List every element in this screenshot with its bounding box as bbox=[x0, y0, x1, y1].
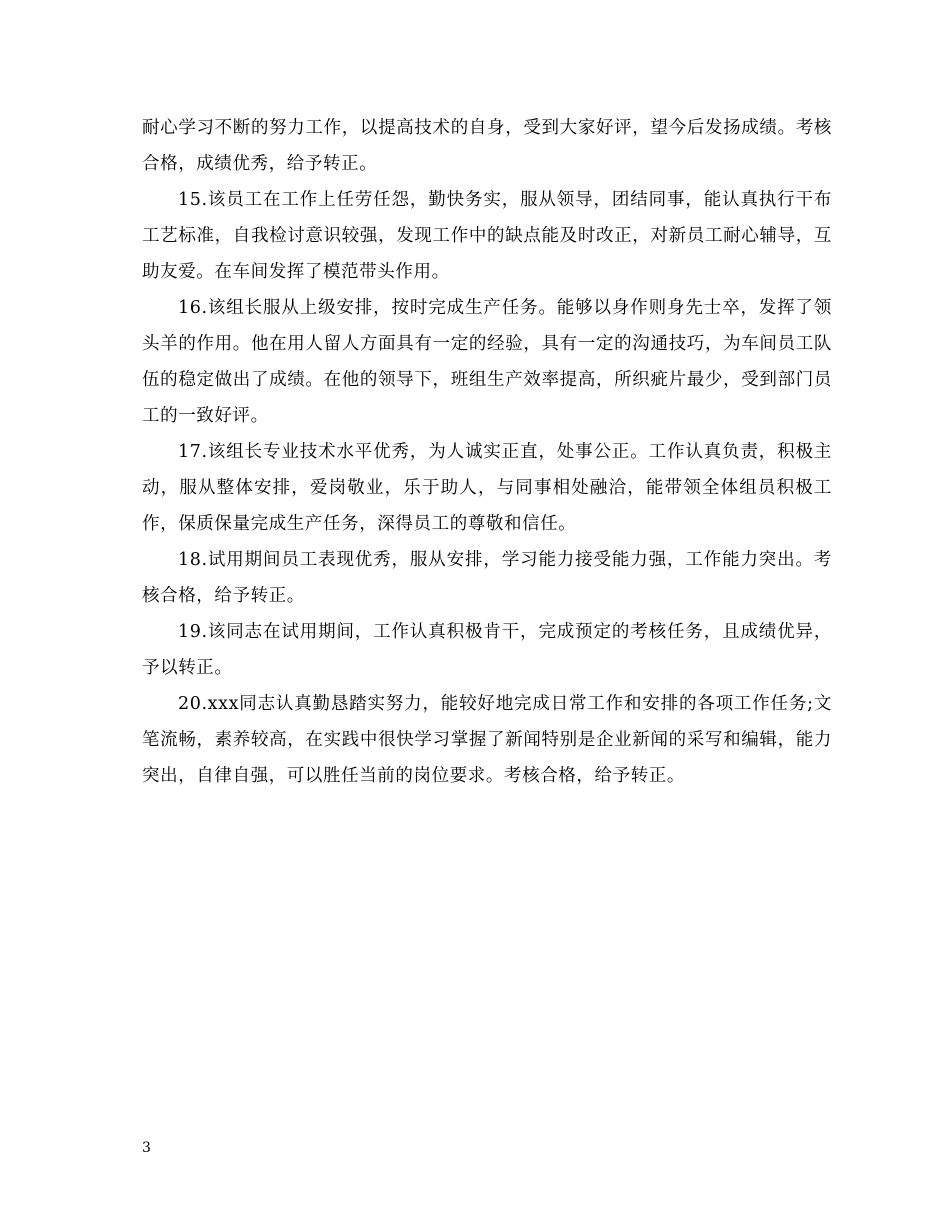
page-number: 3 bbox=[142, 1140, 151, 1156]
paragraph-continuation: 耐心学习不断的努力工作，以提高技术的自身，受到大家好评，望今后发扬成绩。考核合格，成绩优秀，给予转正。 bbox=[142, 118, 832, 174]
paragraph-item-20: 20.xxx同志认真勤恳踏实努力，能较好地完成日常工作和安排的各项工作任务;文笔流畅，素养较高，在实践中很快学习掌握了新闻特别是企业新闻的采写和编辑，能力突出，自律自强，可以胜任当前的岗位要求。考核合格，给予转正。 bbox=[142, 694, 832, 786]
paragraph-item-17: 17.该组长专业技术水平优秀，为人诚实正直，处事公正。工作认真负责，积极主动，服从整体安排，爱岗敬业，乐于助人，与同事相处融洽，能带领全体组员积极工作，保质保量完成生产任务，深得员工的尊敬和信任。 bbox=[142, 442, 832, 534]
paragraph-item-18: 18.试用期间员工表现优秀，服从安排，学习能力接受能力强，工作能力突出。考核合格，给予转正。 bbox=[142, 550, 832, 606]
paragraph-item-16: 16.该组长服从上级安排，按时完成生产任务。能够以身作则身先士卒，发挥了领头羊的作用。他在用人留人方面具有一定的经验，具有一定的沟通技巧，为车间员工队伍的稳定做出了成绩。在他的领导下，班组生产效率提高，所织疵片最少，受到部门员工的一致好评。 bbox=[142, 298, 832, 426]
document-body bbox=[142, 110, 832, 794]
paragraph-item-15: 15.该员工在工作上任劳任怨，勤快务实，服从领导，团结同事，能认真执行干布工艺标准，自我检讨意识较强，发现工作中的缺点能及时改正，对新员工耐心辅导，互助友爱。在车间发挥了模范带头作用。 bbox=[142, 190, 832, 282]
paragraph-item-19: 19.该同志在试用期间，工作认真积极肯干，完成预定的考核任务，且成绩优异，予以转正。 bbox=[142, 622, 832, 678]
